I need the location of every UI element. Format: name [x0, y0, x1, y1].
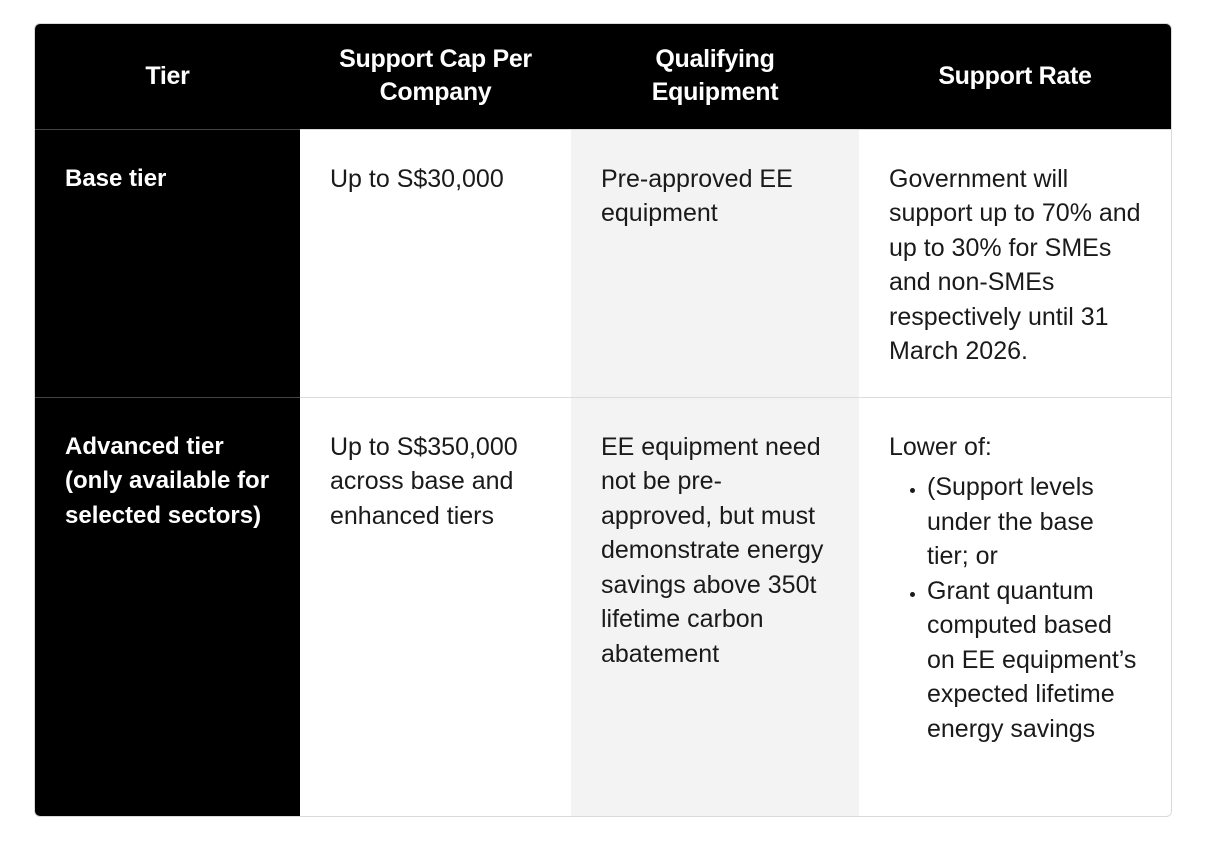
header-qualifying-equipment: Qualifying Equipment	[651, 45, 779, 107]
header-tier: Tier	[145, 61, 190, 90]
list-item: • Grant quantum computed based on EE equipment’s expected lifetime energy savings	[927, 574, 1141, 747]
list-item: • (Support levels under the base tier; or	[927, 470, 1141, 574]
cell-qualifying-equipment: EE equipment need not be pre-approved, but must demonstrate energy savings above 350t lifetime carbon abatement	[571, 397, 859, 816]
table-row-advanced-tier	[35, 397, 1171, 816]
table-body	[35, 129, 1171, 816]
cell-support-cap: Up to S$30,000	[300, 129, 571, 397]
rate-list	[889, 470, 1141, 746]
cell-qualifying-equipment: Pre-approved EE equipment	[571, 129, 859, 397]
rate-intro: Lower of:	[889, 432, 992, 461]
header-support-rate: Support Rate	[938, 61, 1092, 90]
cell-tier: Advanced tier (only available for selected sectors)	[35, 397, 300, 816]
cell-support-rate	[859, 397, 1171, 816]
table-row-base-tier	[35, 129, 1171, 397]
table-header	[35, 24, 1171, 129]
grant-tiers-table	[34, 23, 1172, 817]
cell-support-cap: Up to S$350,000 across base and enhanced tiers	[300, 397, 571, 816]
header-row	[35, 24, 1171, 129]
cell-support-rate: Government will support up to 70% and up to 30% for SMEs and non-SMEs respectively until 31 March 2026.	[859, 129, 1171, 397]
table	[35, 24, 1171, 816]
cell-tier: Base tier	[35, 129, 300, 397]
header-support-cap: Support Cap Per Company	[339, 45, 532, 107]
